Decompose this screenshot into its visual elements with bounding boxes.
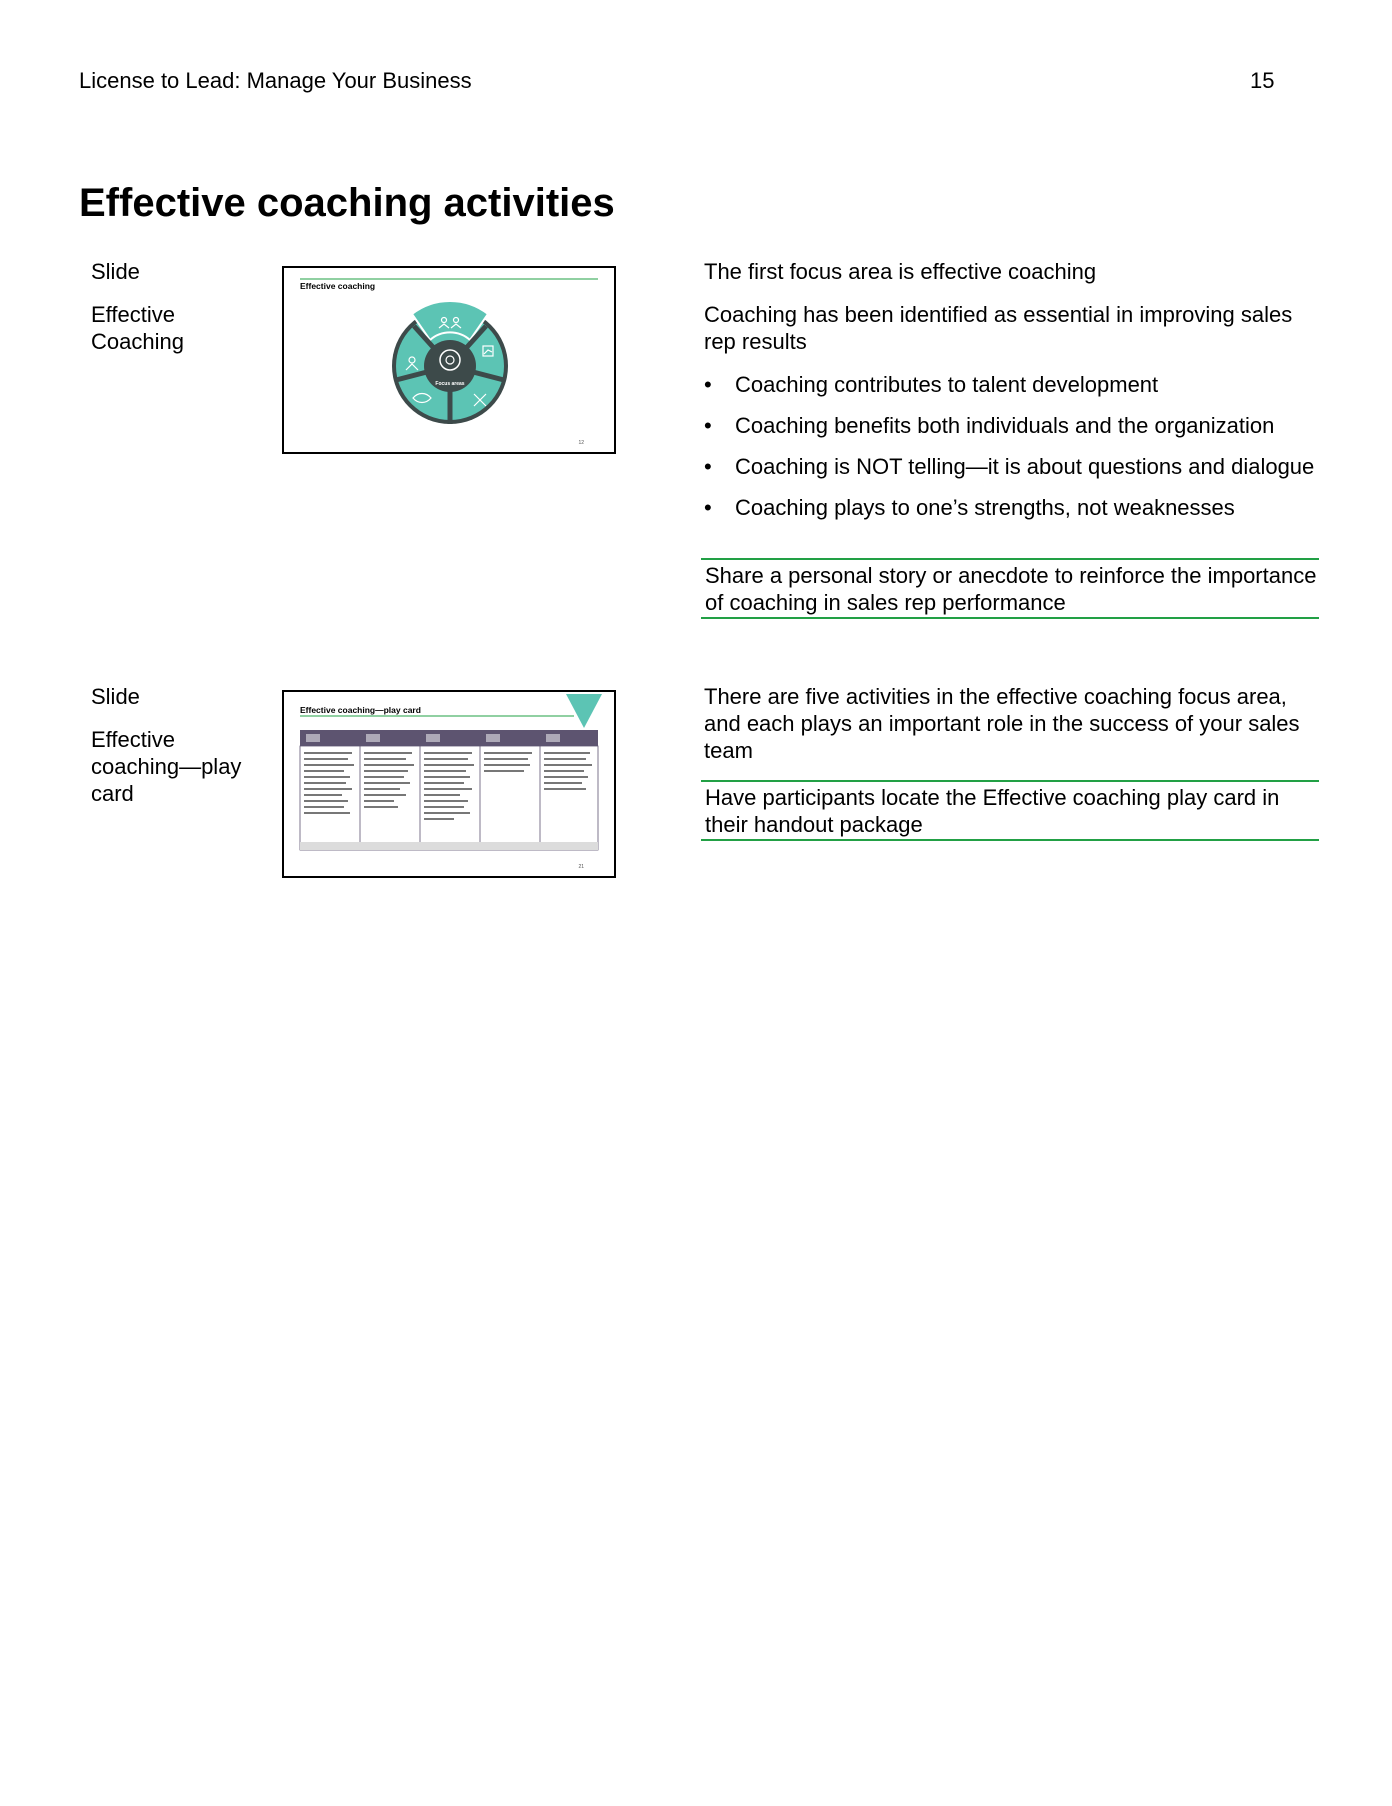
slide-name: Effective coaching—play card: [91, 727, 242, 806]
slide-label: Slide: [91, 684, 140, 709]
thumb-page-number: 12: [578, 440, 584, 446]
list-item: • Coaching contributes to talent development: [704, 372, 1159, 397]
page-title: Effective coaching activities: [79, 181, 615, 225]
list-item: • Coaching benefits both individuals and the organization: [704, 413, 1275, 438]
list-item: • Coaching is NOT telling—it is about questions and dialogue: [704, 454, 1315, 479]
slide-name: Effective Coaching: [91, 302, 184, 354]
facilitator-callout: Share a personal story or anecdote to reinforce the importance of coaching in sales rep performance: [701, 558, 1319, 619]
bullet-icon: •: [704, 413, 712, 438]
slide-label: Slide: [91, 259, 140, 284]
speaker-notes-2: [704, 683, 1324, 764]
bullet-list: [704, 371, 1324, 521]
facilitator-callout: Have participants locate the Effective coaching play card in their handout package: [701, 780, 1319, 841]
play-card-footer: [300, 842, 598, 850]
note-text: Coaching has been identified as essential in improving sales rep results: [704, 302, 1293, 354]
slide-thumbnail-play-card: [282, 690, 616, 878]
page-number: 15: [1250, 68, 1275, 93]
slide-thumbnail-effective-coaching: [282, 266, 616, 454]
list-item: • Coaching plays to one’s strengths, not weaknesses: [704, 495, 1235, 520]
focus-badge-icon: [566, 694, 602, 728]
thumb-page-number: 21: [578, 864, 584, 870]
speaker-notes-1: [704, 258, 1324, 535]
bullet-icon: •: [704, 372, 712, 397]
note-text: The first focus area is effective coaching: [704, 259, 1097, 284]
thumb-title: Effective coaching—play card: [300, 705, 421, 715]
running-header: License to Lead: Manage Your Business: [79, 68, 472, 93]
bullet-icon: •: [704, 454, 712, 479]
note-text: There are five activities in the effective coaching focus area, and each plays an important role in the success of your sales team: [704, 684, 1300, 763]
wheel-center-label: Focus areas: [435, 381, 465, 387]
thumb-title: Effective coaching: [300, 281, 376, 291]
play-card-columns: [300, 746, 598, 850]
bullet-icon: •: [704, 495, 712, 520]
